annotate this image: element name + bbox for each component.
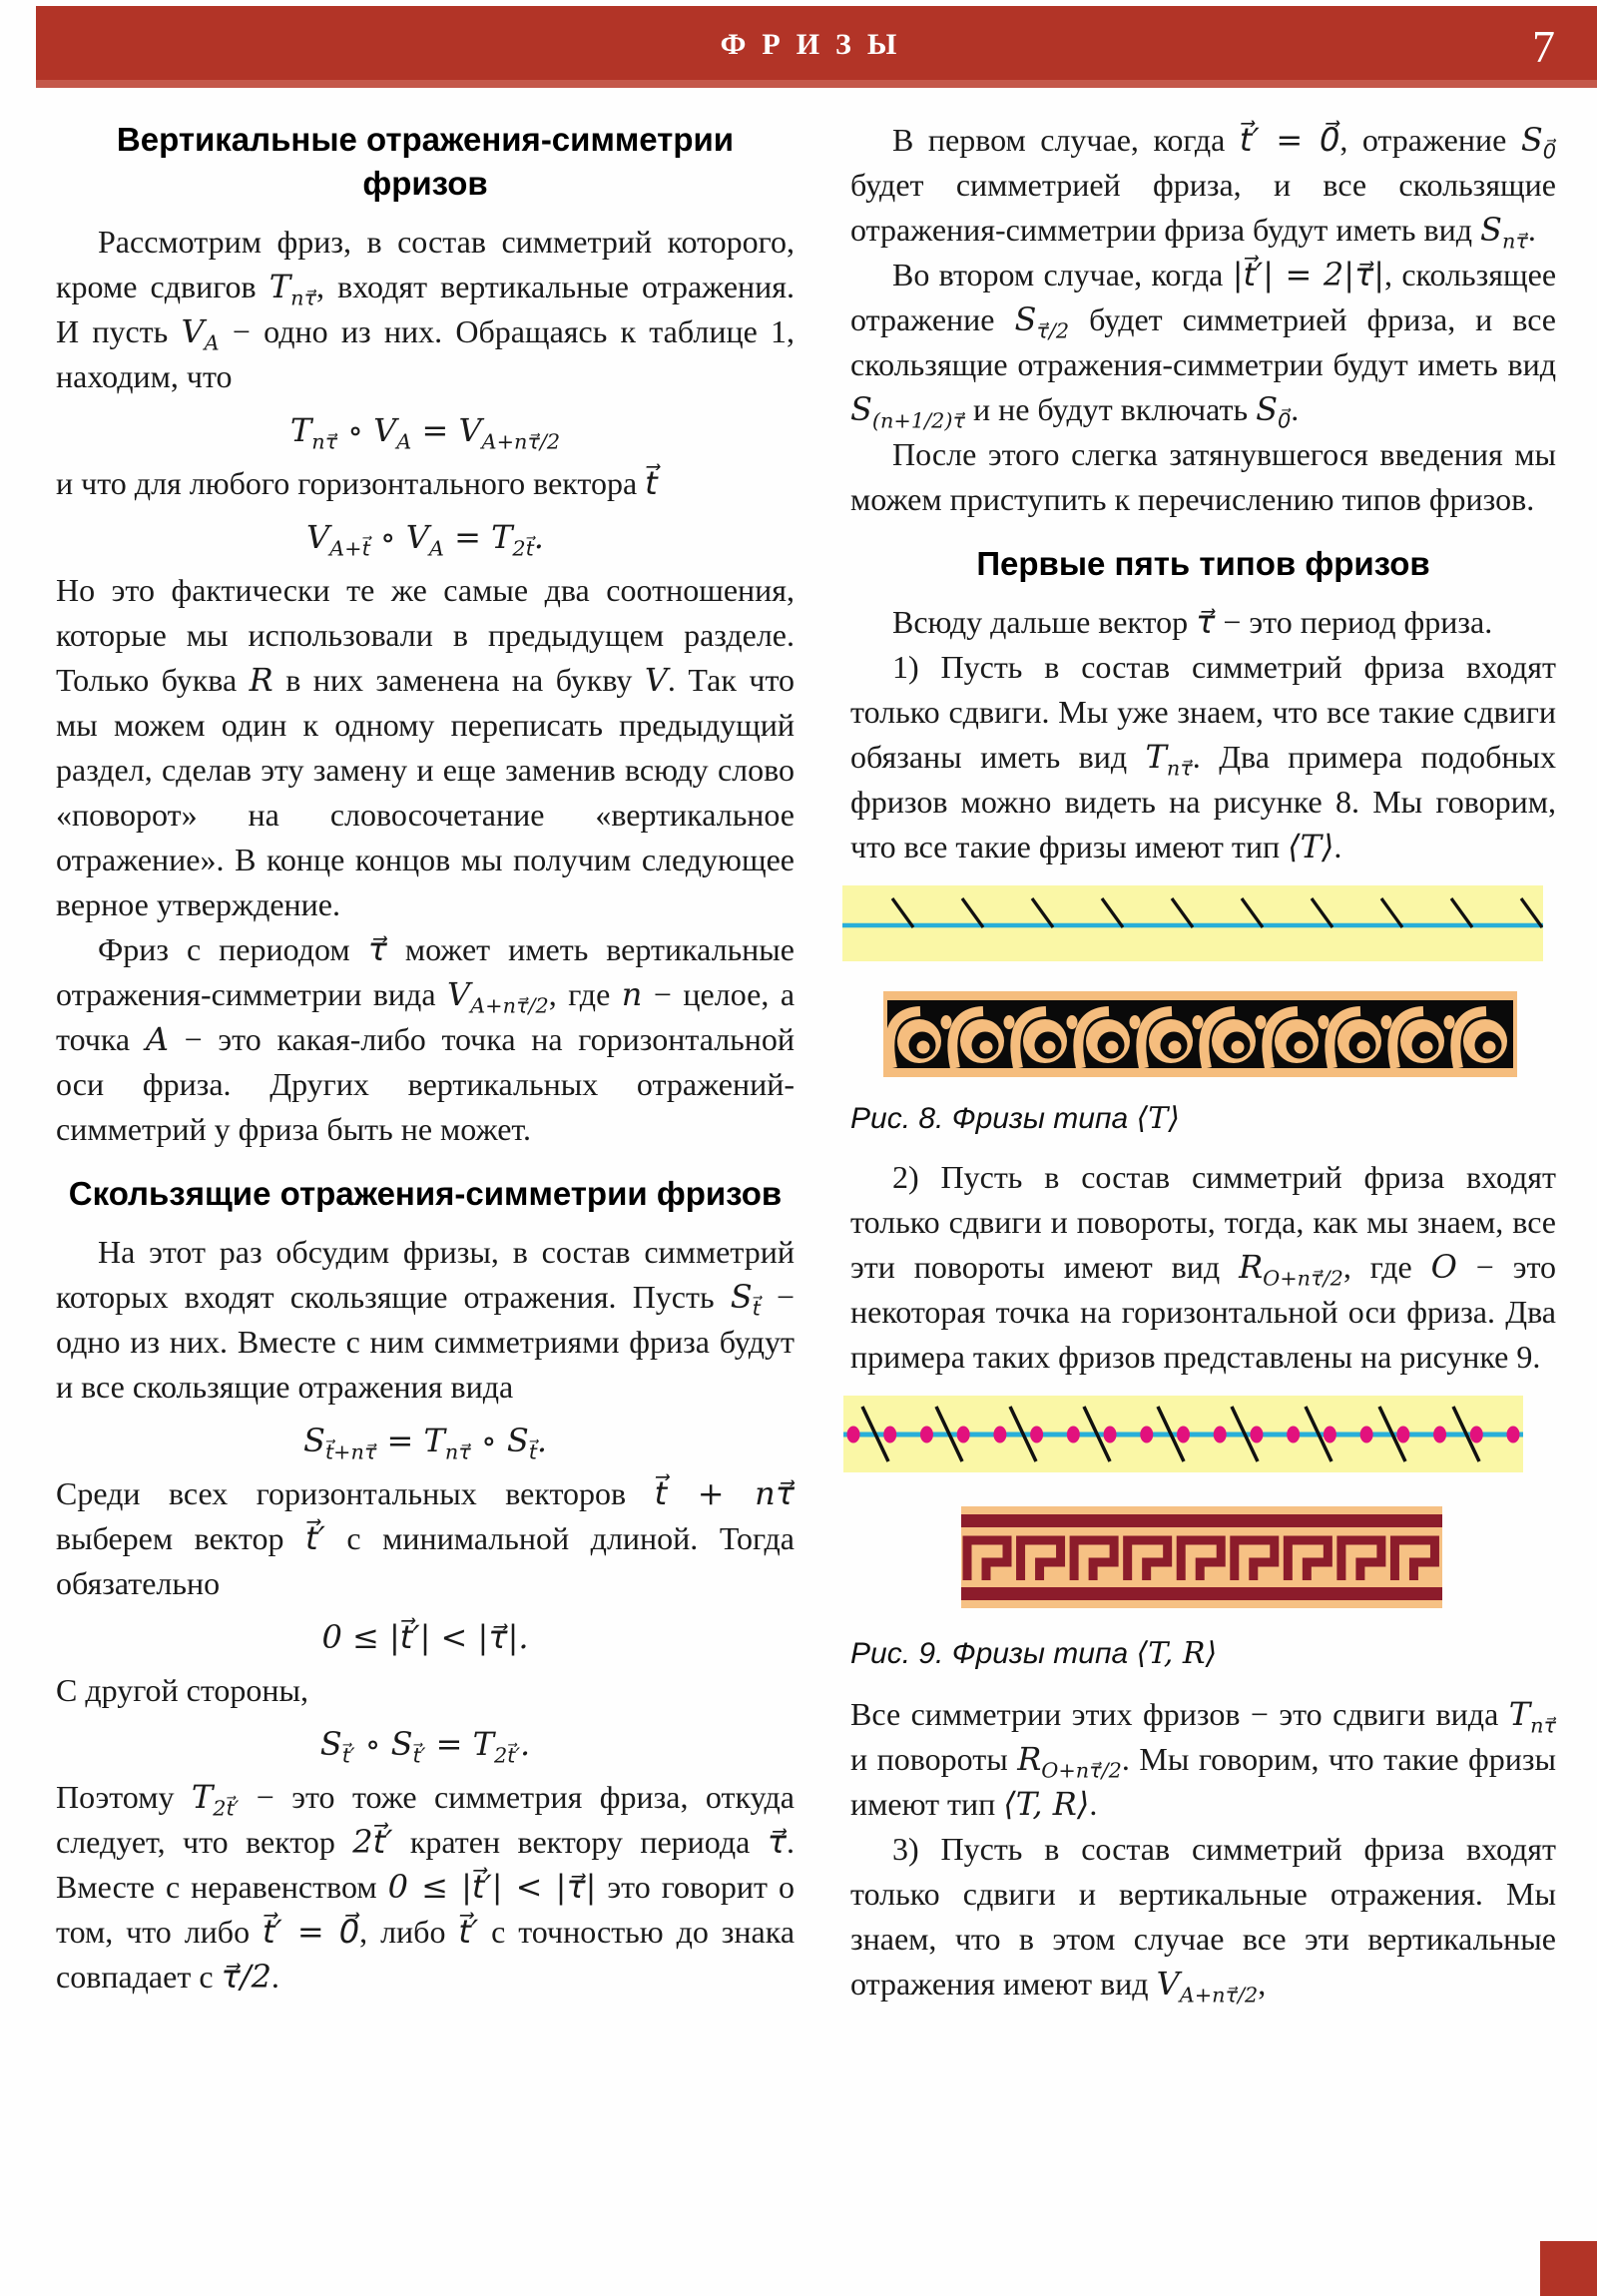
paragraph: Все симметрии этих фризов − это сдвиги вида $T_{n\tau⃗}$ и повороты $R_{O+n\tau⃗/2}$. Мы говорим, что такие фризы имеют тип ⟨T, R⟩. bbox=[850, 1695, 1557, 1823]
paragraph: 1) Пусть в состав симметрий фриза входят только сдвиги. Мы уже знаем, что все такие сдвиги обязаны иметь вид $T_{n\tau⃗}$. Два примера подобных фризов можно видеть на рисунке 8. Мы говорим, что все такие фризы имеют тип ⟨T⟩. bbox=[850, 649, 1556, 865]
formula-translation-vertical: $T_{n\tau⃗}$ ∘ $V_A = V_{A+n\tau⃗/2}$ bbox=[289, 411, 561, 454]
page-number: 7 bbox=[1532, 21, 1555, 72]
paragraph: и что для любого горизонтального вектора t⃗ bbox=[56, 464, 658, 502]
figure-8-caption: Рис. 8. Фризы типа ⟨T⟩ bbox=[850, 1101, 1180, 1136]
paragraph: Всюду дальше вектор τ⃗ − это период фриза. bbox=[892, 603, 1493, 641]
formula-inequality: 0 ≤ |t⃗′| < |τ⃗|. bbox=[321, 1618, 529, 1656]
formula-two-verticals: $V_{A+t⃗}$ ∘ $V_A = T_{2t⃗}$. bbox=[306, 518, 544, 561]
corner-accent-square bbox=[1540, 2241, 1597, 2296]
section-heading-glide-reflections: Скользящие отражения-симметрии фризов bbox=[68, 1175, 783, 1212]
figure-frieze-greek-wave bbox=[883, 991, 1517, 1077]
paragraph: 3) Пусть в состав симметрий фриза входят только сдвиги и вертикальные отражения. Мы знаем, что в этом случае все эти вертикальные отражения имеют вид $V_{A+n\tau⃗/2}$, bbox=[850, 1831, 1556, 2008]
header-title: ФРИЗЫ bbox=[720, 28, 913, 61]
figure-9-caption: Рис. 9. Фризы типа ⟨T, R⟩ bbox=[850, 1636, 1218, 1671]
paragraph: Среди всех горизонтальных векторов t⃗ + nτ⃗ выберем вектор t⃗′ с минимальной длиной. Тогда обязательно bbox=[56, 1474, 796, 1601]
figure-frieze-rotation-dots-slashes bbox=[843, 1396, 1523, 1472]
section-heading-first-five-types: Первые пять типов фризов bbox=[976, 545, 1430, 582]
figure-frieze-translation-slashes bbox=[842, 885, 1543, 961]
paragraph: Но это фактически те же самые два соотношения, которые мы использовали в предыдущем разделе. Только буква R в них заменена на букву V. Так что мы можем один к одному переписать предыдущий раздел, сделав эту замену и еще заменив всюду слово «поворот» на словосочетание «вертикальное отражение». В конце концов мы получим следующее верное утверждение. bbox=[56, 572, 796, 922]
paragraph: Фриз с периодом τ⃗ может иметь вертикальные отражения-симметрии вида $V_{A+n\tau⃗/2}$, где n − целое, а точка A − это какая-либо точка на горизонтальной оси фриза. Других вертикальных отражений-симметрий у фриза быть не может. bbox=[56, 930, 796, 1147]
formula-glide-composition: $S_{t⃗+n\tau⃗} = T_{n\tau⃗}$ ∘ $S_{t⃗}$. bbox=[302, 1422, 548, 1464]
header-substrip bbox=[36, 80, 1597, 88]
right-column bbox=[850, 118, 1556, 2007]
section-heading-vertical-reflections: Вертикальные отражения-симметрии фризов bbox=[116, 121, 735, 202]
paragraph: На этот раз обсудим фризы, в состав симметрий которых входят скользящие отражения. Пусть $S_{t⃗}$ − одно из них. Вместе с ним симметриями фриза будут и все скользящие отражения вида bbox=[56, 1234, 796, 1405]
paragraph: С другой стороны, bbox=[56, 1672, 309, 1708]
page-header bbox=[36, 6, 1597, 88]
left-column bbox=[56, 118, 795, 2000]
paragraph: Поэтому $T_{2t⃗'}$ − это тоже симметрия фриза, откуда следует, что вектор 2t⃗′ кратен вектору периода τ⃗. Вместе с неравенством 0 ≤ |t⃗′| < |τ⃗| это говорит о том, что либо t⃗′ = 0⃗, либо t⃗′ с точностью до знака совпадает с τ⃗/2. bbox=[56, 1778, 796, 1996]
figure-frieze-greek-key bbox=[961, 1506, 1442, 1608]
paragraph: После этого слегка затянувшегося введения мы можем приступить к перечислению типов фризов. bbox=[850, 436, 1556, 517]
formula-glide-square: $S_{t⃗'}$ ∘ $S_{t⃗'} = T_{2t⃗'}$. bbox=[319, 1725, 531, 1768]
paragraph: В первом случае, когда t⃗′ = 0⃗, отражение $S_{0⃗}$ будет симметрией фриза, и все скользящие отражения-симметрии фриза будут иметь вид $S_{n\tau⃗}$. bbox=[850, 121, 1557, 254]
paragraph: Рассмотрим фриз, в состав симметрий которого, кроме сдвигов $T_{n\tau⃗}$, входят вертикальные отражения. И пусть $V_A$ − одно из них. Обращаясь к таблице 1, находим, что bbox=[56, 224, 796, 394]
paragraph: Во втором случае, когда |t⃗′| = 2|τ⃗|, скользящее отражение $S_{\tau⃗/2}$ будет симметрией фриза, и все скользящие отражения-симметрии будут иметь вид $S_{(n+1/2)\tau⃗}$ и не будут включать $S_{0⃗}$. bbox=[850, 256, 1557, 433]
paragraph: 2) Пусть в состав симметрий фриза входят только сдвиги и повороты, тогда, как мы знаем, все эти повороты имеют вид $R_{O+n\tau⃗/2}$, где O − это некоторая точка на горизонтальной оси фриза. Два примера таких фризов представлены на рисунке 9. bbox=[850, 1159, 1556, 1375]
